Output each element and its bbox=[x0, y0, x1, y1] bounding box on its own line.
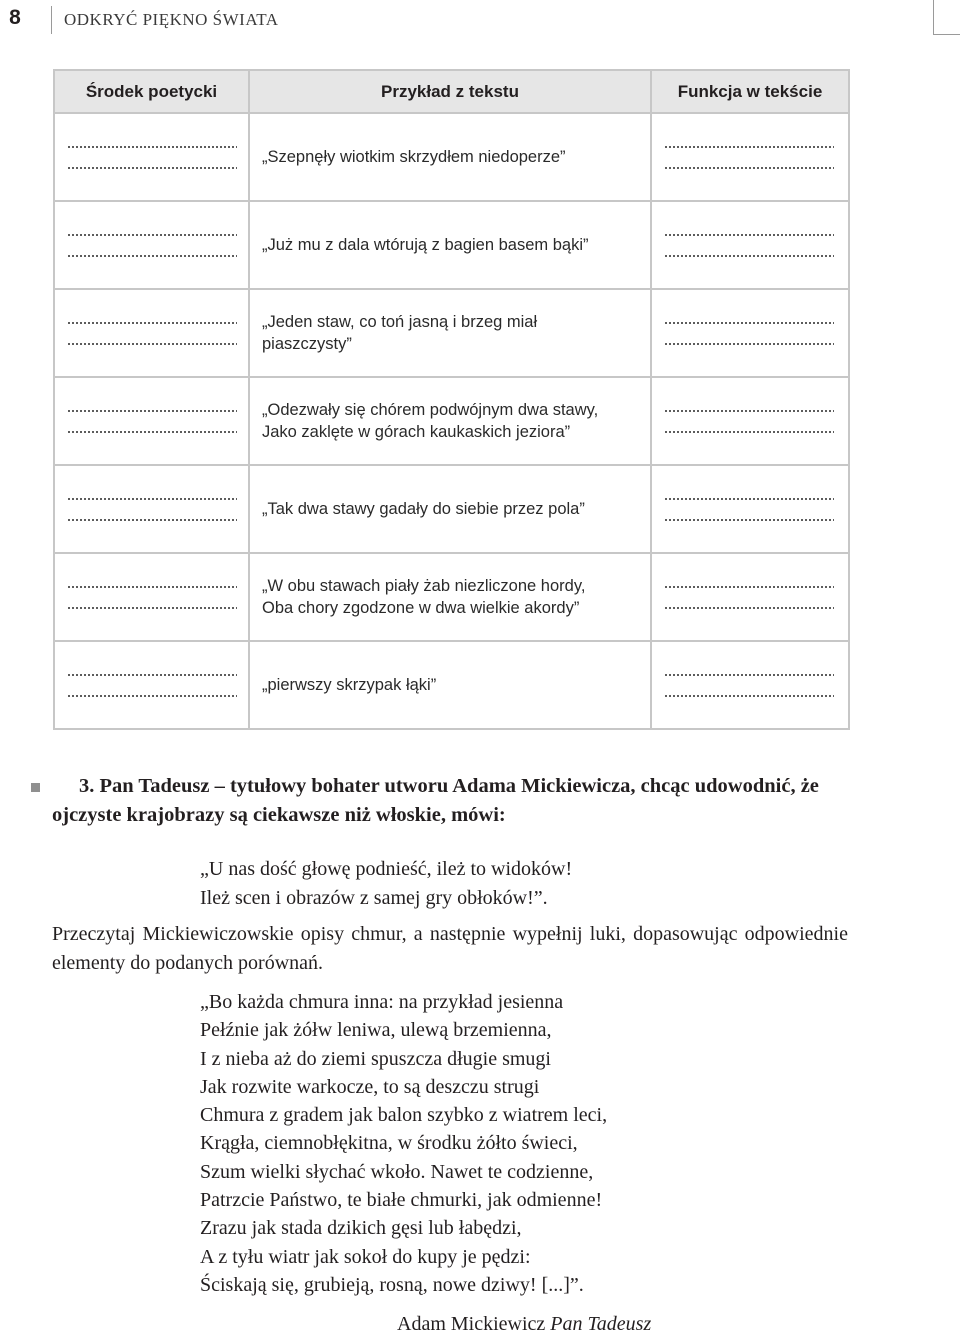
answer-dotted-line[interactable] bbox=[67, 255, 237, 257]
answer-dotted-line[interactable] bbox=[67, 167, 237, 169]
answer-dotted-line[interactable] bbox=[67, 674, 237, 676]
example-quote-cell bbox=[249, 377, 651, 465]
example-quote-cell bbox=[249, 553, 651, 641]
task-bullet-icon bbox=[31, 783, 40, 792]
answer-dotted-line[interactable] bbox=[67, 322, 237, 324]
example-quote-line: „pierwszy skrzypak łąki” bbox=[262, 676, 437, 694]
poem-line: A z tyłu wiatr jak sokoł do kupy je pędzi: bbox=[200, 1245, 531, 1268]
table-row bbox=[54, 641, 849, 729]
device-answer-cell[interactable] bbox=[54, 553, 249, 641]
poetic-devices-table bbox=[53, 69, 850, 730]
device-answer-cell[interactable] bbox=[54, 201, 249, 289]
device-answer-cell[interactable] bbox=[54, 113, 249, 201]
table-row bbox=[54, 465, 849, 553]
device-answer-cell[interactable] bbox=[54, 377, 249, 465]
running-header: ODKRYĆ PIĘKNO ŚWIATA bbox=[64, 10, 279, 29]
table-row bbox=[54, 377, 849, 465]
task-intro bbox=[52, 772, 852, 830]
header-corner-box bbox=[933, 0, 960, 35]
answer-dotted-line[interactable] bbox=[67, 498, 237, 500]
table-header-row bbox=[54, 70, 849, 113]
answer-dotted-line[interactable] bbox=[67, 431, 237, 433]
answer-dotted-line[interactable] bbox=[67, 234, 237, 236]
poem-line: Krągła, ciemnobłękitna, w środku żółto świeci, bbox=[200, 1132, 578, 1155]
example-quote-line: „Szepnęły wiotkim skrzydłem niedoperze” bbox=[262, 148, 566, 166]
header-divider bbox=[51, 6, 52, 34]
answer-dotted-line[interactable] bbox=[664, 322, 834, 324]
task-intro-text: Pan Tadeusz – tytułowy bohater utworu Adama Mickiewicza, chcąc udowodnić, że ojczyste krajobrazy są ciekawsze niż włoskie, mówi: bbox=[52, 775, 819, 826]
table-row bbox=[54, 201, 849, 289]
device-answer-cell[interactable] bbox=[54, 289, 249, 377]
answer-dotted-line[interactable] bbox=[664, 674, 834, 676]
poem-line: Chmura z gradem jak balon szybko z wiatrem leci, bbox=[200, 1104, 608, 1127]
poem-line: Ściskają się, grubieją, rosną, nowe dziwy! [...]”. bbox=[200, 1273, 584, 1296]
example-quote-line: „Jeden staw, co toń jasną i brzeg miał bbox=[262, 313, 538, 331]
answer-dotted-line[interactable] bbox=[664, 167, 834, 169]
answer-dotted-line[interactable] bbox=[664, 234, 834, 236]
answer-dotted-line[interactable] bbox=[664, 410, 834, 412]
example-quote-line: „W obu stawach piały żab niezliczone hordy, bbox=[262, 577, 586, 595]
column-header-device: Środek poetycki bbox=[54, 70, 249, 113]
poem-line: „Bo każda chmura inna: na przykład jesienna bbox=[200, 991, 564, 1013]
function-answer-cell[interactable] bbox=[651, 553, 849, 641]
example-quote-line: piaszczysty” bbox=[262, 335, 352, 353]
answer-dotted-line[interactable] bbox=[664, 498, 834, 500]
answer-dotted-line[interactable] bbox=[664, 586, 834, 588]
answer-dotted-line[interactable] bbox=[664, 519, 834, 521]
attribution-author: Adam Mickiewicz bbox=[397, 1313, 546, 1335]
function-answer-cell[interactable] bbox=[651, 377, 849, 465]
answer-dotted-line[interactable] bbox=[664, 343, 834, 345]
example-quote-cell bbox=[249, 641, 651, 729]
answer-dotted-line[interactable] bbox=[664, 695, 834, 697]
function-answer-cell[interactable] bbox=[651, 289, 849, 377]
function-answer-cell[interactable] bbox=[651, 641, 849, 729]
poem-attribution bbox=[397, 1313, 651, 1336]
poem-line: Jak rozwite warkocze, to są deszczu strugi bbox=[200, 1075, 540, 1098]
table-body bbox=[54, 113, 849, 729]
example-quote-line: Oba chory zgodzone w dwa wielkie akordy” bbox=[262, 599, 580, 617]
task-quote bbox=[200, 855, 572, 912]
answer-dotted-line[interactable] bbox=[67, 586, 237, 588]
column-header-function: Funkcja w tekście bbox=[651, 70, 849, 113]
function-answer-cell[interactable] bbox=[651, 201, 849, 289]
device-answer-cell[interactable] bbox=[54, 641, 249, 729]
answer-dotted-line[interactable] bbox=[67, 410, 237, 412]
answer-dotted-line[interactable] bbox=[664, 607, 834, 609]
quote-line: Ileż scen i obrazów z samej gry obłoków!”. bbox=[200, 886, 548, 909]
table-row bbox=[54, 553, 849, 641]
attribution-title: Pan Tadeusz bbox=[550, 1313, 652, 1335]
example-quote-line: „Odezwały się chórem podwójnym dwa stawy, bbox=[262, 401, 599, 419]
answer-dotted-line[interactable] bbox=[67, 146, 237, 148]
example-quote-cell bbox=[249, 113, 651, 201]
poem-line: Patrzcie Państwo, te białe chmurki, jak odmienne! bbox=[200, 1189, 603, 1212]
answer-dotted-line[interactable] bbox=[67, 343, 237, 345]
example-quote-cell bbox=[249, 289, 651, 377]
column-header-example: Przykład z tekstu bbox=[249, 70, 651, 113]
function-answer-cell[interactable] bbox=[651, 113, 849, 201]
function-answer-cell[interactable] bbox=[651, 465, 849, 553]
answer-dotted-line[interactable] bbox=[67, 519, 237, 521]
example-quote-line: „Już mu z dala wtórują z bagien basem bąki” bbox=[262, 236, 589, 254]
answer-dotted-line[interactable] bbox=[664, 431, 834, 433]
device-answer-cell[interactable] bbox=[54, 465, 249, 553]
table-row bbox=[54, 289, 849, 377]
poem-line: I z nieba aż do ziemi spuszcza długie smugi bbox=[200, 1047, 551, 1070]
answer-dotted-line[interactable] bbox=[664, 255, 834, 257]
poem-line: Zrazu jak stada dzikich gęsi lub łabędzi, bbox=[200, 1217, 522, 1240]
table-row bbox=[54, 113, 849, 201]
poem-excerpt bbox=[200, 988, 607, 1299]
example-quote-cell bbox=[249, 201, 651, 289]
quote-line: „U nas dość głowę podnieść, ileż to widoków! bbox=[200, 858, 573, 880]
example-quote-line: „Tak dwa stawy gadały do siebie przez pola” bbox=[262, 500, 585, 518]
poem-line: Szum wielki słychać wkoło. Nawet te codzienne, bbox=[200, 1160, 594, 1183]
poem-line: Pełźnie jak żółw leniwa, ulewą brzemienna, bbox=[200, 1019, 552, 1042]
example-quote-cell bbox=[249, 465, 651, 553]
answer-dotted-line[interactable] bbox=[664, 146, 834, 148]
page-number: 8 bbox=[9, 6, 21, 29]
answer-dotted-line[interactable] bbox=[67, 695, 237, 697]
task-number: 3. bbox=[79, 775, 95, 797]
answer-dotted-line[interactable] bbox=[67, 607, 237, 609]
task-instruction: Przeczytaj Mickiewiczowskie opisy chmur, a następnie wypełnij luki, dopasowując odpowiednie elementy do podanych porównań. bbox=[52, 923, 848, 974]
example-quote-line: Jako zaklęte w górach kaukaskich jeziora” bbox=[262, 423, 571, 441]
